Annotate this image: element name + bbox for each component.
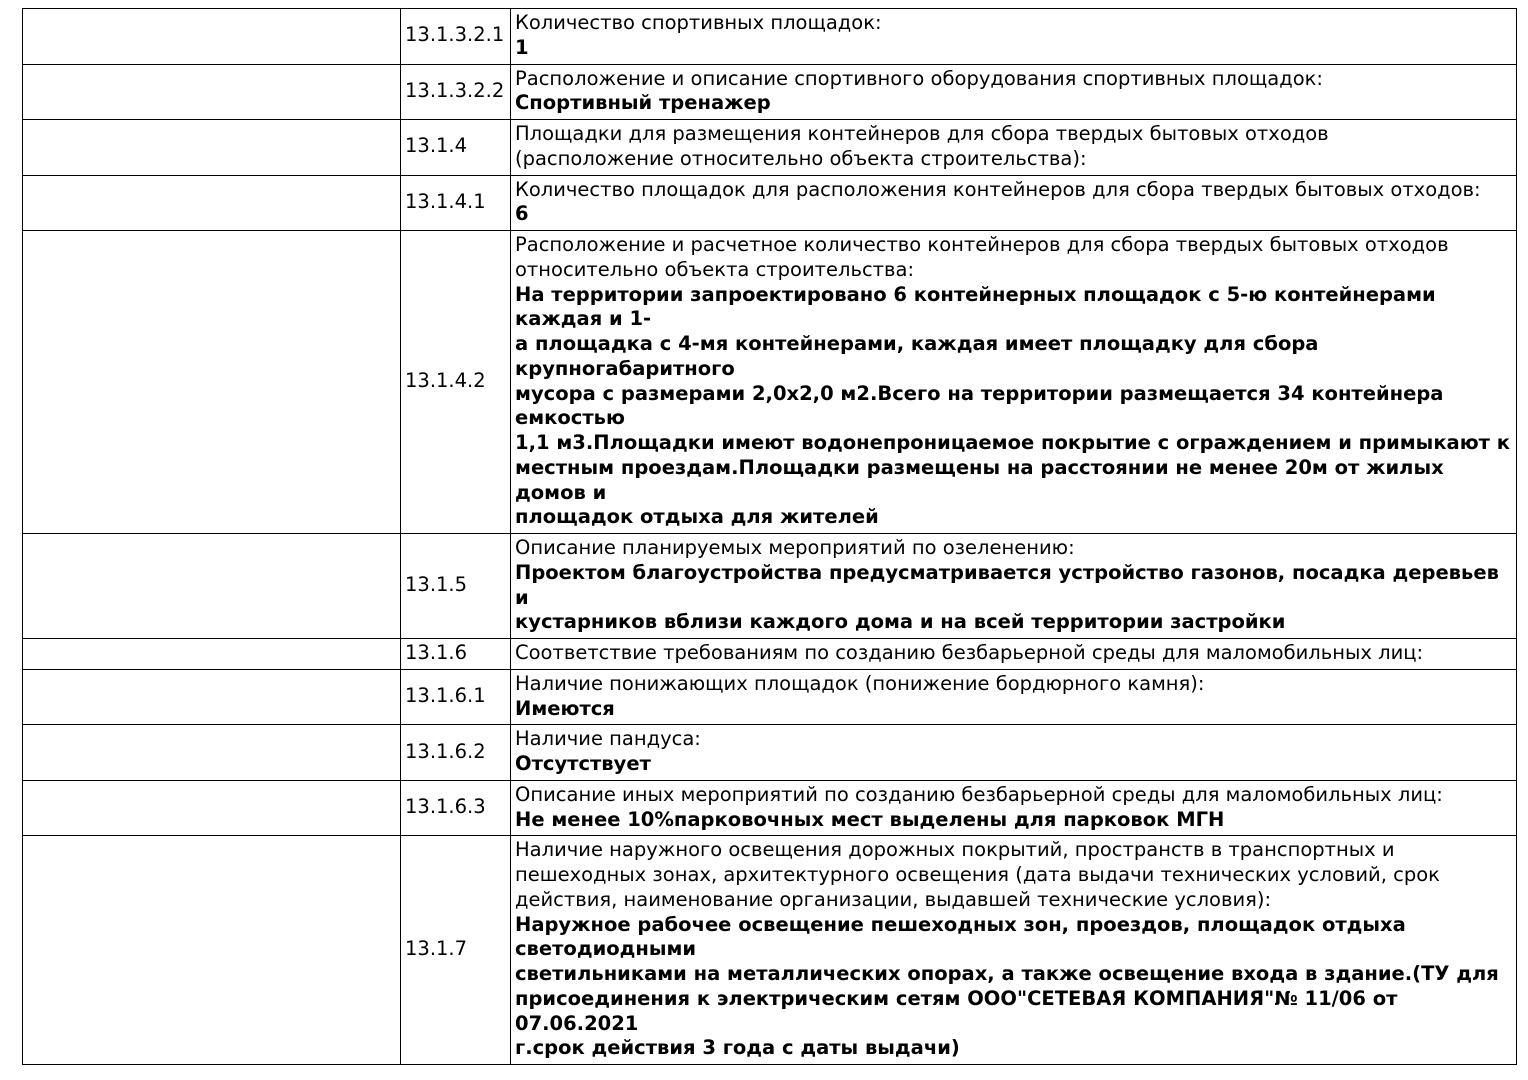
table-row [23,175,1517,231]
table-row [23,64,1517,120]
row-text-line: кустарников вблизи каждого дома и на всей территории застройки [515,610,1286,634]
row-text-line: Площадки для размещения контейнеров для сбора твердых бытовых отходов [515,122,1329,145]
row-text-line: Количество площадок для расположения контейнеров для сбора твердых бытовых отходов: [515,177,1481,201]
row-indent-cell [23,534,401,639]
table-row [23,534,1517,639]
row-text-line: Наружное рабочее освещение пешеходных зон, проездов, площадок отдыха светодиодными [515,912,1406,961]
table-body [23,9,1517,1065]
row-text-cell [511,64,1517,120]
row-text-line: Наличие наружного освещения дорожных покрытий, пространств в транспортных и [515,838,1395,862]
row-text-cell [511,534,1517,639]
row-code-cell: 13.1.6 [401,639,511,670]
row-text-line: присоединения к электрическим сетям ООО"СЕТЕВАЯ КОМПАНИЯ"№ 11/06 от 07.06.2021 [515,986,1398,1035]
row-text-cell [511,725,1517,781]
row-text-line: площадок отдыха для жителей [515,505,879,529]
row-text-line: Соответствие требованиям по созданию безбарьерной среды для маломобильных лиц: [515,641,1424,664]
row-code-cell: 13.1.6.3 [401,780,511,836]
row-text-line: Спортивный тренажер [515,91,771,115]
row-text-line: г.срок действия 3 года с даты выдачи) [515,1036,960,1060]
row-text-line: 1 [515,35,529,59]
row-code-cell: 13.1.3.2.1 [401,9,511,65]
row-text-cell [511,9,1517,65]
row-indent-cell [23,725,401,781]
row-indent-cell [23,64,401,120]
table-row [23,9,1517,65]
table-row [23,836,1517,1065]
row-indent-cell [23,669,401,725]
row-text-line: Проектом благоустройства предусматривается устройство газонов, посадка деревьев и [515,560,1499,609]
row-text-line: Имеются [515,696,615,720]
row-text-line: пешеходных зонах, архитектурного освещения (дата выдачи технических условий, срок [515,863,1440,886]
row-text-line: Описание иных мероприятий по созданию безбарьерной среды для маломобильных лиц: [515,782,1443,806]
row-text-line: 1,1 м3.Площадки имеют водонепроницаемое покрытие с ограждением и примыкают к [515,431,1510,454]
row-code-cell: 13.1.5 [401,534,511,639]
table-row [23,120,1517,176]
row-text-line: Отсутствует [515,752,651,775]
row-code-cell: 13.1.3.2.2 [401,64,511,120]
row-text-line: Расположение и расчетное количество контейнеров для сбора твердых бытовых отходов [515,233,1449,256]
row-text-line: Расположение и описание спортивного оборудования спортивных площадок: [515,66,1323,90]
row-code-cell: 13.1.4.2 [401,231,511,534]
row-indent-cell [23,120,401,176]
row-indent-cell [23,836,401,1065]
specification-table [22,8,1517,1065]
table-row [23,725,1517,781]
row-text-cell [511,175,1517,231]
row-text-line: светильниками на металлических опорах, а также освещение входа в здание.(ТУ для [515,962,1499,985]
row-indent-cell [23,780,401,836]
table-row [23,231,1517,534]
row-text-line: (расположение относительно объекта строительства): [515,146,1087,170]
row-text-line: Количество спортивных площадок: [515,11,882,34]
row-code-cell: 13.1.6.1 [401,669,511,725]
row-text-line: относительно объекта строительства: [515,257,915,281]
table-row [23,780,1517,836]
row-text-line: а площадка с 4-мя контейнерами, каждая имеет площадку для сбора крупногабаритного [515,332,1319,380]
row-text-line: На территории запроектировано 6 контейнерных площадок с 5-ю контейнерами каждая и 1- [515,282,1436,331]
table-row [23,669,1517,725]
row-text-line: мусора с размерами 2,0х2,0 м2.Всего на территории размещается 34 контейнера емкостью [515,381,1444,430]
row-text-line: действия, наименование организации, выдавшей технические условия): [515,887,1272,911]
row-text-line: Наличие пандуса: [515,727,701,751]
row-text-cell [511,231,1517,534]
row-code-cell: 13.1.4 [401,120,511,176]
row-text-cell [511,669,1517,725]
row-code-cell: 13.1.6.2 [401,725,511,781]
row-text-cell [511,639,1517,670]
row-text-line: 6 [515,202,529,226]
row-indent-cell [23,639,401,670]
row-code-cell: 13.1.4.1 [401,175,511,231]
row-indent-cell [23,9,401,65]
row-text-line: местным проездам.Площадки размещены на расстоянии не менее 20м от жилых домов и [515,455,1444,504]
row-code-cell: 13.1.7 [401,836,511,1065]
row-indent-cell [23,175,401,231]
row-text-cell [511,836,1517,1065]
row-indent-cell [23,231,401,534]
table-row [23,639,1517,670]
row-text-cell [511,120,1517,176]
row-text-line: Не менее 10%парковочных мест выделены для парковок МГН [515,807,1225,831]
row-text-line: Наличие понижающих площадок (понижение бордюрного камня): [515,671,1205,695]
row-text-line: Описание планируемых мероприятий по озеленению: [515,536,1075,559]
row-text-cell [511,780,1517,836]
